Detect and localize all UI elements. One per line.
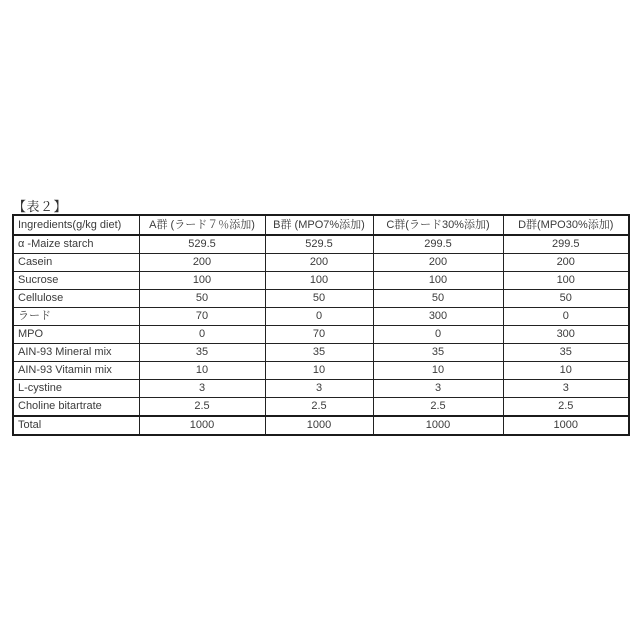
value-cell: 10: [139, 362, 265, 380]
table-body: [13, 235, 629, 435]
header-row: [13, 215, 629, 235]
value-cell: 0: [373, 326, 503, 344]
ingredient-label: α -Maize starch: [13, 235, 139, 254]
value-cell: 200: [265, 254, 373, 272]
value-cell: 1000: [265, 416, 373, 435]
value-cell: 0: [139, 326, 265, 344]
value-cell: 35: [503, 344, 629, 362]
value-cell: 100: [139, 272, 265, 290]
group-column-header: A群 (ラード７％添加): [139, 215, 265, 235]
value-cell: 35: [373, 344, 503, 362]
ingredient-label: AIN-93 Vitamin mix: [13, 362, 139, 380]
value-cell: 35: [265, 344, 373, 362]
ingredient-label: ラード: [13, 308, 139, 326]
diet-composition-table: [12, 214, 630, 436]
value-cell: 299.5: [503, 235, 629, 254]
value-cell: 3: [503, 380, 629, 398]
value-cell: 1000: [373, 416, 503, 435]
value-cell: 2.5: [373, 398, 503, 417]
value-cell: 3: [265, 380, 373, 398]
value-cell: 1000: [139, 416, 265, 435]
group-column-header: D群(MPO30%添加): [503, 215, 629, 235]
value-cell: 1000: [503, 416, 629, 435]
value-cell: 300: [503, 326, 629, 344]
value-cell: 3: [373, 380, 503, 398]
value-cell: 10: [503, 362, 629, 380]
table-row: [13, 326, 629, 344]
value-cell: 2.5: [265, 398, 373, 417]
value-cell: 0: [503, 308, 629, 326]
value-cell: 50: [373, 290, 503, 308]
table-row: [13, 362, 629, 380]
value-cell: 10: [265, 362, 373, 380]
ingredient-label: Cellulose: [13, 290, 139, 308]
table-row: [13, 308, 629, 326]
value-cell: 35: [139, 344, 265, 362]
table-row: [13, 290, 629, 308]
group-column-header: B群 (MPO7%添加): [265, 215, 373, 235]
value-cell: 100: [265, 272, 373, 290]
table-row: [13, 235, 629, 254]
table-row: [13, 344, 629, 362]
ingredient-label: AIN-93 Mineral mix: [13, 344, 139, 362]
value-cell: 529.5: [139, 235, 265, 254]
value-cell: 50: [265, 290, 373, 308]
value-cell: 100: [503, 272, 629, 290]
ingredients-column-header: Ingredients(g/kg diet): [13, 215, 139, 235]
value-cell: 200: [373, 254, 503, 272]
value-cell: 200: [503, 254, 629, 272]
group-column-header: C群(ラード30%添加): [373, 215, 503, 235]
value-cell: 3: [139, 380, 265, 398]
value-cell: 70: [265, 326, 373, 344]
value-cell: 299.5: [373, 235, 503, 254]
value-cell: 0: [265, 308, 373, 326]
value-cell: 529.5: [265, 235, 373, 254]
value-cell: 200: [139, 254, 265, 272]
ingredient-label: Total: [13, 416, 139, 435]
value-cell: 50: [503, 290, 629, 308]
table-row: [13, 380, 629, 398]
value-cell: 100: [373, 272, 503, 290]
ingredient-label: Sucrose: [13, 272, 139, 290]
value-cell: 70: [139, 308, 265, 326]
value-cell: 2.5: [139, 398, 265, 417]
value-cell: 10: [373, 362, 503, 380]
table-row: [13, 254, 629, 272]
ingredient-label: Casein: [13, 254, 139, 272]
value-cell: 50: [139, 290, 265, 308]
table-row: [13, 398, 629, 417]
ingredient-label: L-cystine: [13, 380, 139, 398]
total-row: [13, 416, 629, 435]
table-row: [13, 272, 629, 290]
value-cell: 2.5: [503, 398, 629, 417]
table-caption: 【表２】: [13, 199, 68, 214]
table-head: [13, 215, 629, 235]
ingredient-label: Choline bitartrate: [13, 398, 139, 417]
value-cell: 300: [373, 308, 503, 326]
ingredient-label: MPO: [13, 326, 139, 344]
